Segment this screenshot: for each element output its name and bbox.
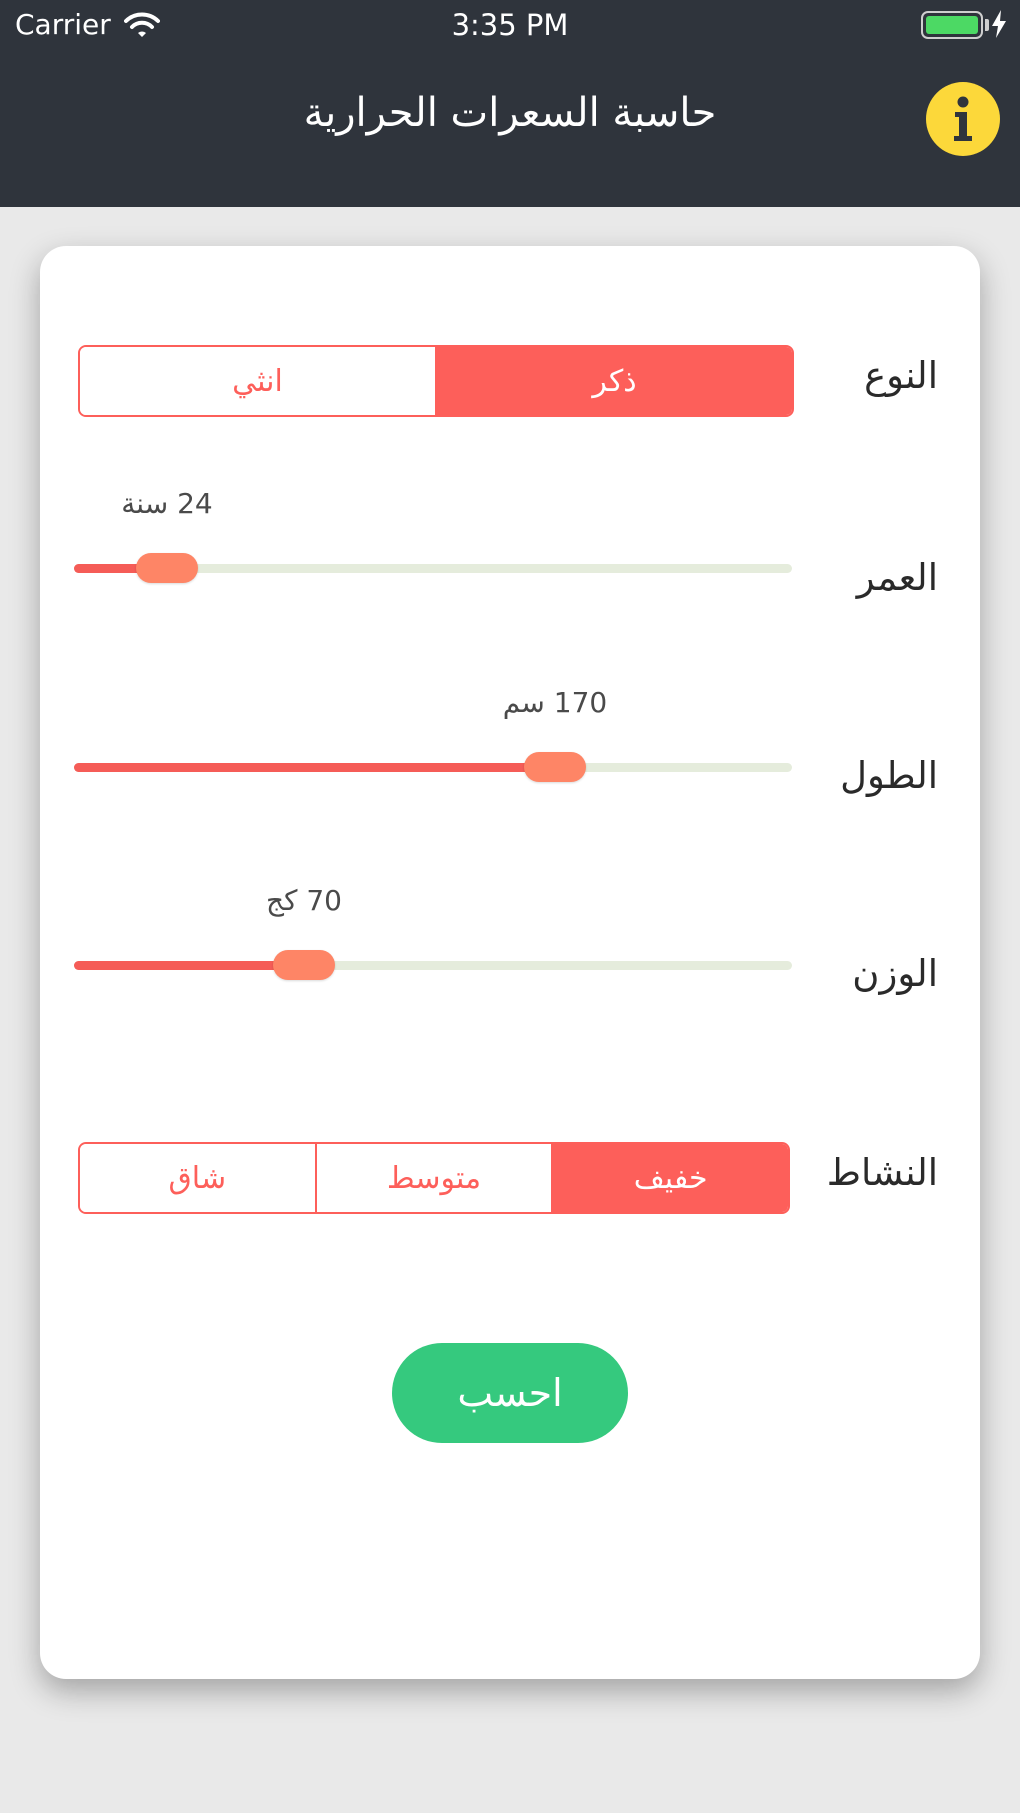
weight-value: 70 كج [266,884,342,917]
status-bar [0,0,1020,52]
height-slider-thumb[interactable] [524,752,586,782]
activity-option-moderate[interactable]: متوسط [315,1144,552,1212]
activity-label: النشاط [826,1151,938,1194]
calculate-button[interactable]: احسب [392,1343,628,1443]
height-slider[interactable] [74,686,792,792]
carrier-label: Carrier [15,8,111,41]
battery-level [926,16,978,34]
age-label: العمر [856,556,938,599]
activity-segmented-control [78,1142,790,1214]
activity-option-heavy[interactable]: شاق [80,1144,315,1212]
weight-slider-fill [74,961,304,970]
age-slider-thumb[interactable] [136,553,198,583]
height-label: الطول [840,754,938,797]
battery-icon [921,11,983,39]
weight-slider-thumb[interactable] [273,950,335,980]
gender-option-female[interactable]: انثي [80,347,435,415]
age-value: 24 سنة [121,487,213,520]
bolt-icon [990,10,1008,42]
info-icon [926,82,1000,156]
height-value: 170 سم [502,686,608,719]
weight-label: الوزن [852,952,938,995]
info-button[interactable] [926,82,1000,156]
gender-segmented-control [78,345,794,417]
status-time: 3:35 PM [451,8,569,42]
gender-label: النوع [864,354,938,397]
page-title: حاسبة السعرات الحرارية [303,90,717,136]
age-slider[interactable] [74,487,792,593]
activity-option-light[interactable]: خفيف [551,1144,788,1212]
navigation-bar [0,52,1020,207]
weight-slider[interactable] [74,884,792,990]
calculator-card [40,246,980,1679]
height-slider-fill [74,763,555,772]
battery-tip [985,19,989,31]
gender-option-male[interactable]: ذكر [435,347,792,415]
